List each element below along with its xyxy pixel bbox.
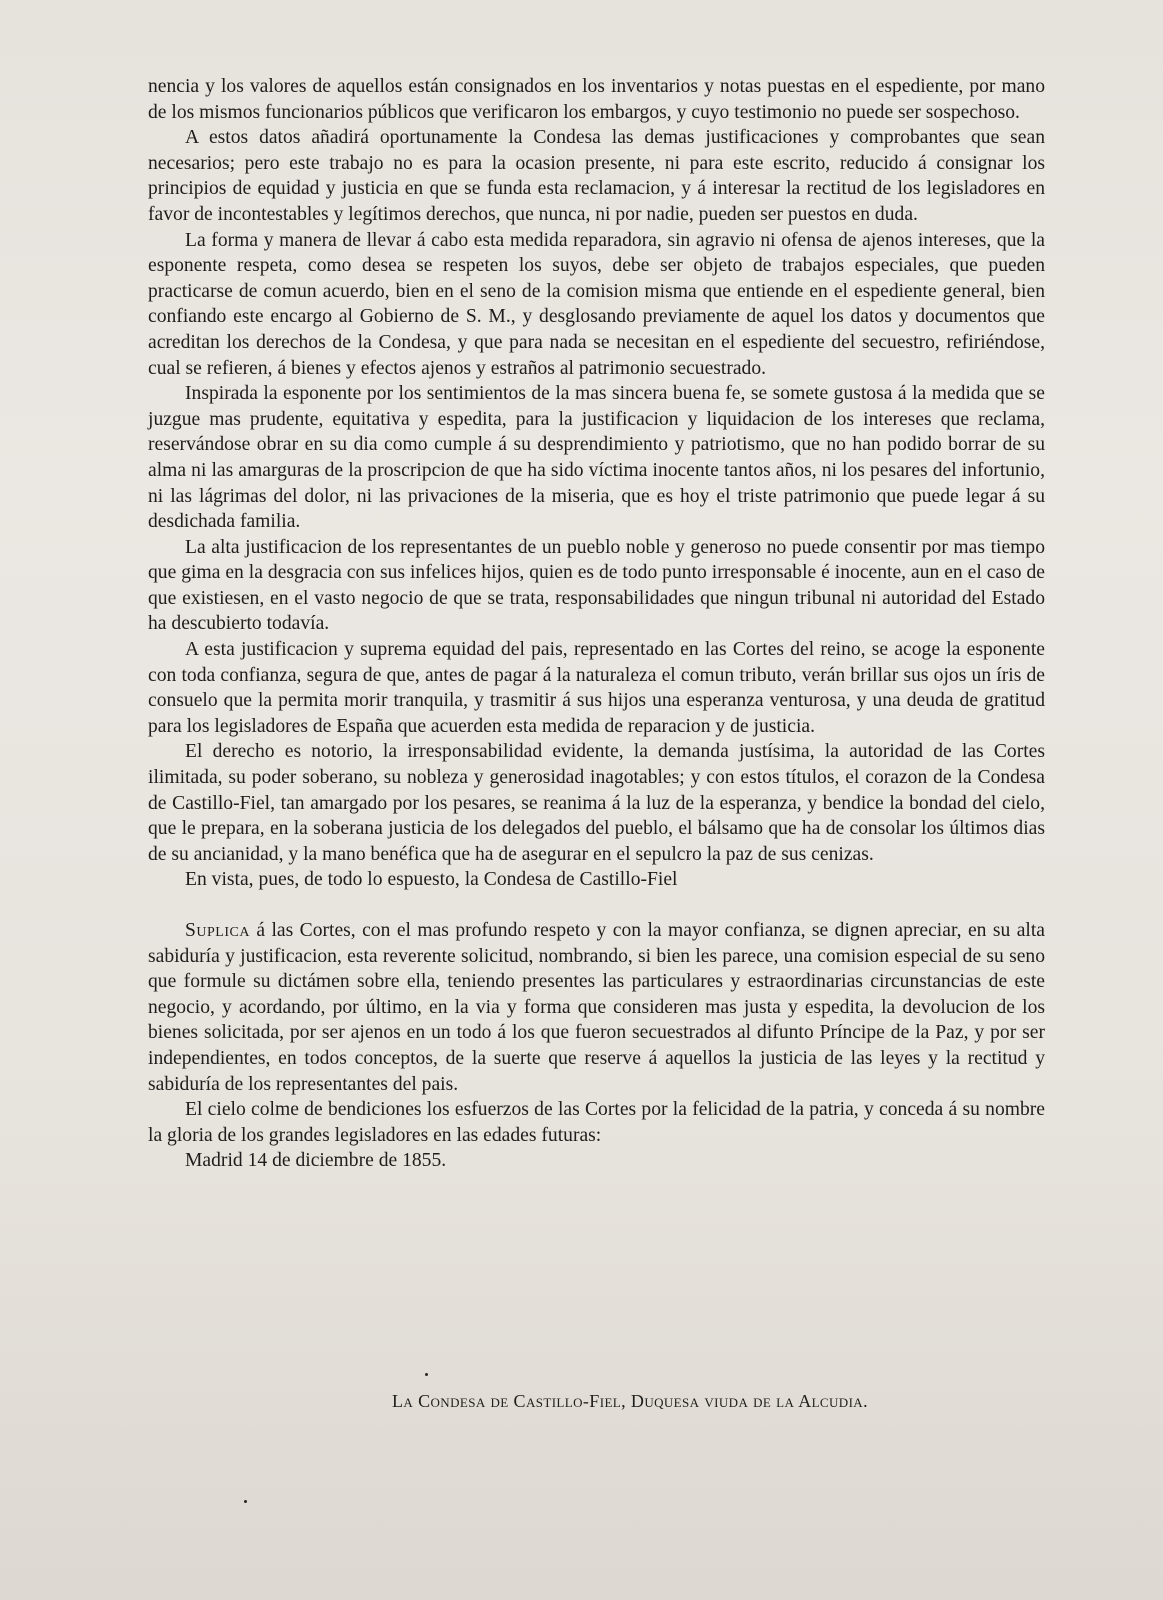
paragraph-8: En vista, pues, de todo lo espuesto, la Condesa de Castillo-Fiel <box>185 869 678 891</box>
ink-speck <box>244 1500 247 1503</box>
paragraph-1: nencia y los valores de aquellos están consignados en los inventarios y notas puestas en el espediente, por mano de los mismos funcionarios públicos que verificaron los embargos, y cuyo testimonio no puede ser sospechoso. <box>148 76 1045 123</box>
supplica-paragraph <box>148 918 1045 1097</box>
document-body <box>148 74 1045 1174</box>
paragraph-2: A estos datos añadirá oportunamente la Condesa las demas justificaciones y comprobantes que sean necesarios; pero este trabajo no es para la ocasion presente, ni para este escrito, reducido á consignar los principios de equidad y justicia en que se funda esta reclamacion, y á interesar la rectitud de los legisladores en favor de incontestables y legítimos derechos, que nunca, ni por nadie, pueden ser puestos en duda. <box>148 127 1045 225</box>
supplica-text: á las Cortes, con el mas profundo respeto y con la mayor confianza, se dignen apreciar, en su alta sabiduría y justificacion, esta reverente solicitud, nombrando, si bien les parece, una comision especial de su seno que formule su dictámen sobre ella, teniendo presentes las particulares y estraordinarias circunstancias de este negocio, y acordando, por último, en la via y forma que consideren mas justa y espedita, la devolucion de los bienes solicitada, por ser ajenos en un todo á los que fueron secuestrados al difunto Príncipe de la Paz, y por ser independientes, en todos conceptos, de la suerte que reserve á aquellos la justicia de las leyes y la rectitud y sabiduría de los representantes del pais. <box>148 920 1045 1095</box>
paragraph-3: La forma y manera de llevar á cabo esta medida reparadora, sin agravio ni ofensa de ajenos intereses, que la esponente respeta, como desea se respeten los suyos, debe ser objeto de trabajos especiales, que pueden practicarse de comun acuerdo, bien en el seno de la comision misma que entiende en el espediente general, bien confiando este encargo al Gobierno de S. M., y desglosando previamente de aquel los datos y documentos que acreditan los derechos de la Condesa, y que para nada se necesitan en el espediente del secuestro, refiriéndose, cual se refieren, á bienes y efectos ajenos y estraños al patrimonio secuestrado. <box>148 229 1045 379</box>
supplica-lead: Suplica <box>185 920 250 941</box>
paragraph-7: El derecho es notorio, la irresponsabilidad evidente, la demanda justísima, la autoridad de las Cortes ilimitada, su poder soberano, su nobleza y generosidad inagotables; y con estos títulos, el corazon de la Condesa de Castillo-Fiel, tan amargado por los pesares, se reanima á la luz de la esperanza, y bendice la bondad del cielo, que le prepara, en la soberana justicia de los delegados del pueblo, el bálsamo que ha de consolar los últimos dias de su ancianidad, y la mano benéfica que ha de asegurar en el sepulcro la paz de sus cenizas. <box>148 741 1045 865</box>
paragraph-5: La alta justificacion de los representantes de un pueblo noble y generoso no puede consentir por mas tiempo que gima en la desgracia con sus infelices hijos, quien es de todo punto irresponsable é inocente, aun en el caso de que existiesen, en el vasto negocio de que se trata, responsabilidades que ningun tribunal ni autoridad del Estado ha descubierto todavía. <box>148 536 1045 635</box>
ink-speck <box>425 1373 428 1376</box>
signature-line: La Condesa de Castillo-Fiel, Duquesa viuda de la Alcudia. <box>392 1391 868 1411</box>
paragraph-6: A esta justificacion y suprema equidad del pais, representado en las Cortes del reino, se acoge la esponente con toda confianza, segura de que, antes de pagar á la naturaleza el comun tributo, verán brillar sus ojos un íris de consuelo que la permita morir tranquila, y trasmitir á sus hijos una esperanza venturosa, y una deuda de gratitud para los legisladores de España que acuerden esta medida de reparacion y de justicia. <box>148 639 1045 737</box>
closing-paragraph: El cielo colme de bendiciones los esfuerzos de las Cortes por la felicidad de la patria, y conceda á su nombre la gloria de los grandes legisladores en las edades futuras: <box>148 1099 1045 1146</box>
date-line: Madrid 14 de diciembre de 1855. <box>185 1150 447 1172</box>
paragraph-4: Inspirada la esponente por los sentimientos de la mas sincera buena fe, se somete gustosa á la medida que se juzgue mas prudente, equitativa y espedita, para la justificacion y liquidacion de los intereses que reclama, reservándose obrar en su dia como cumple á su desprendimiento y patriotismo, que no han podido borrar de su alma ni las amarguras de la proscripcion de que ha sido víctima inocente tantos años, ni los pesares del infortunio, ni las lágrimas del dolor, ni las privaciones de la miseria, que es hoy el triste patrimonio que puede legar á su desdichada familia. <box>148 383 1045 533</box>
